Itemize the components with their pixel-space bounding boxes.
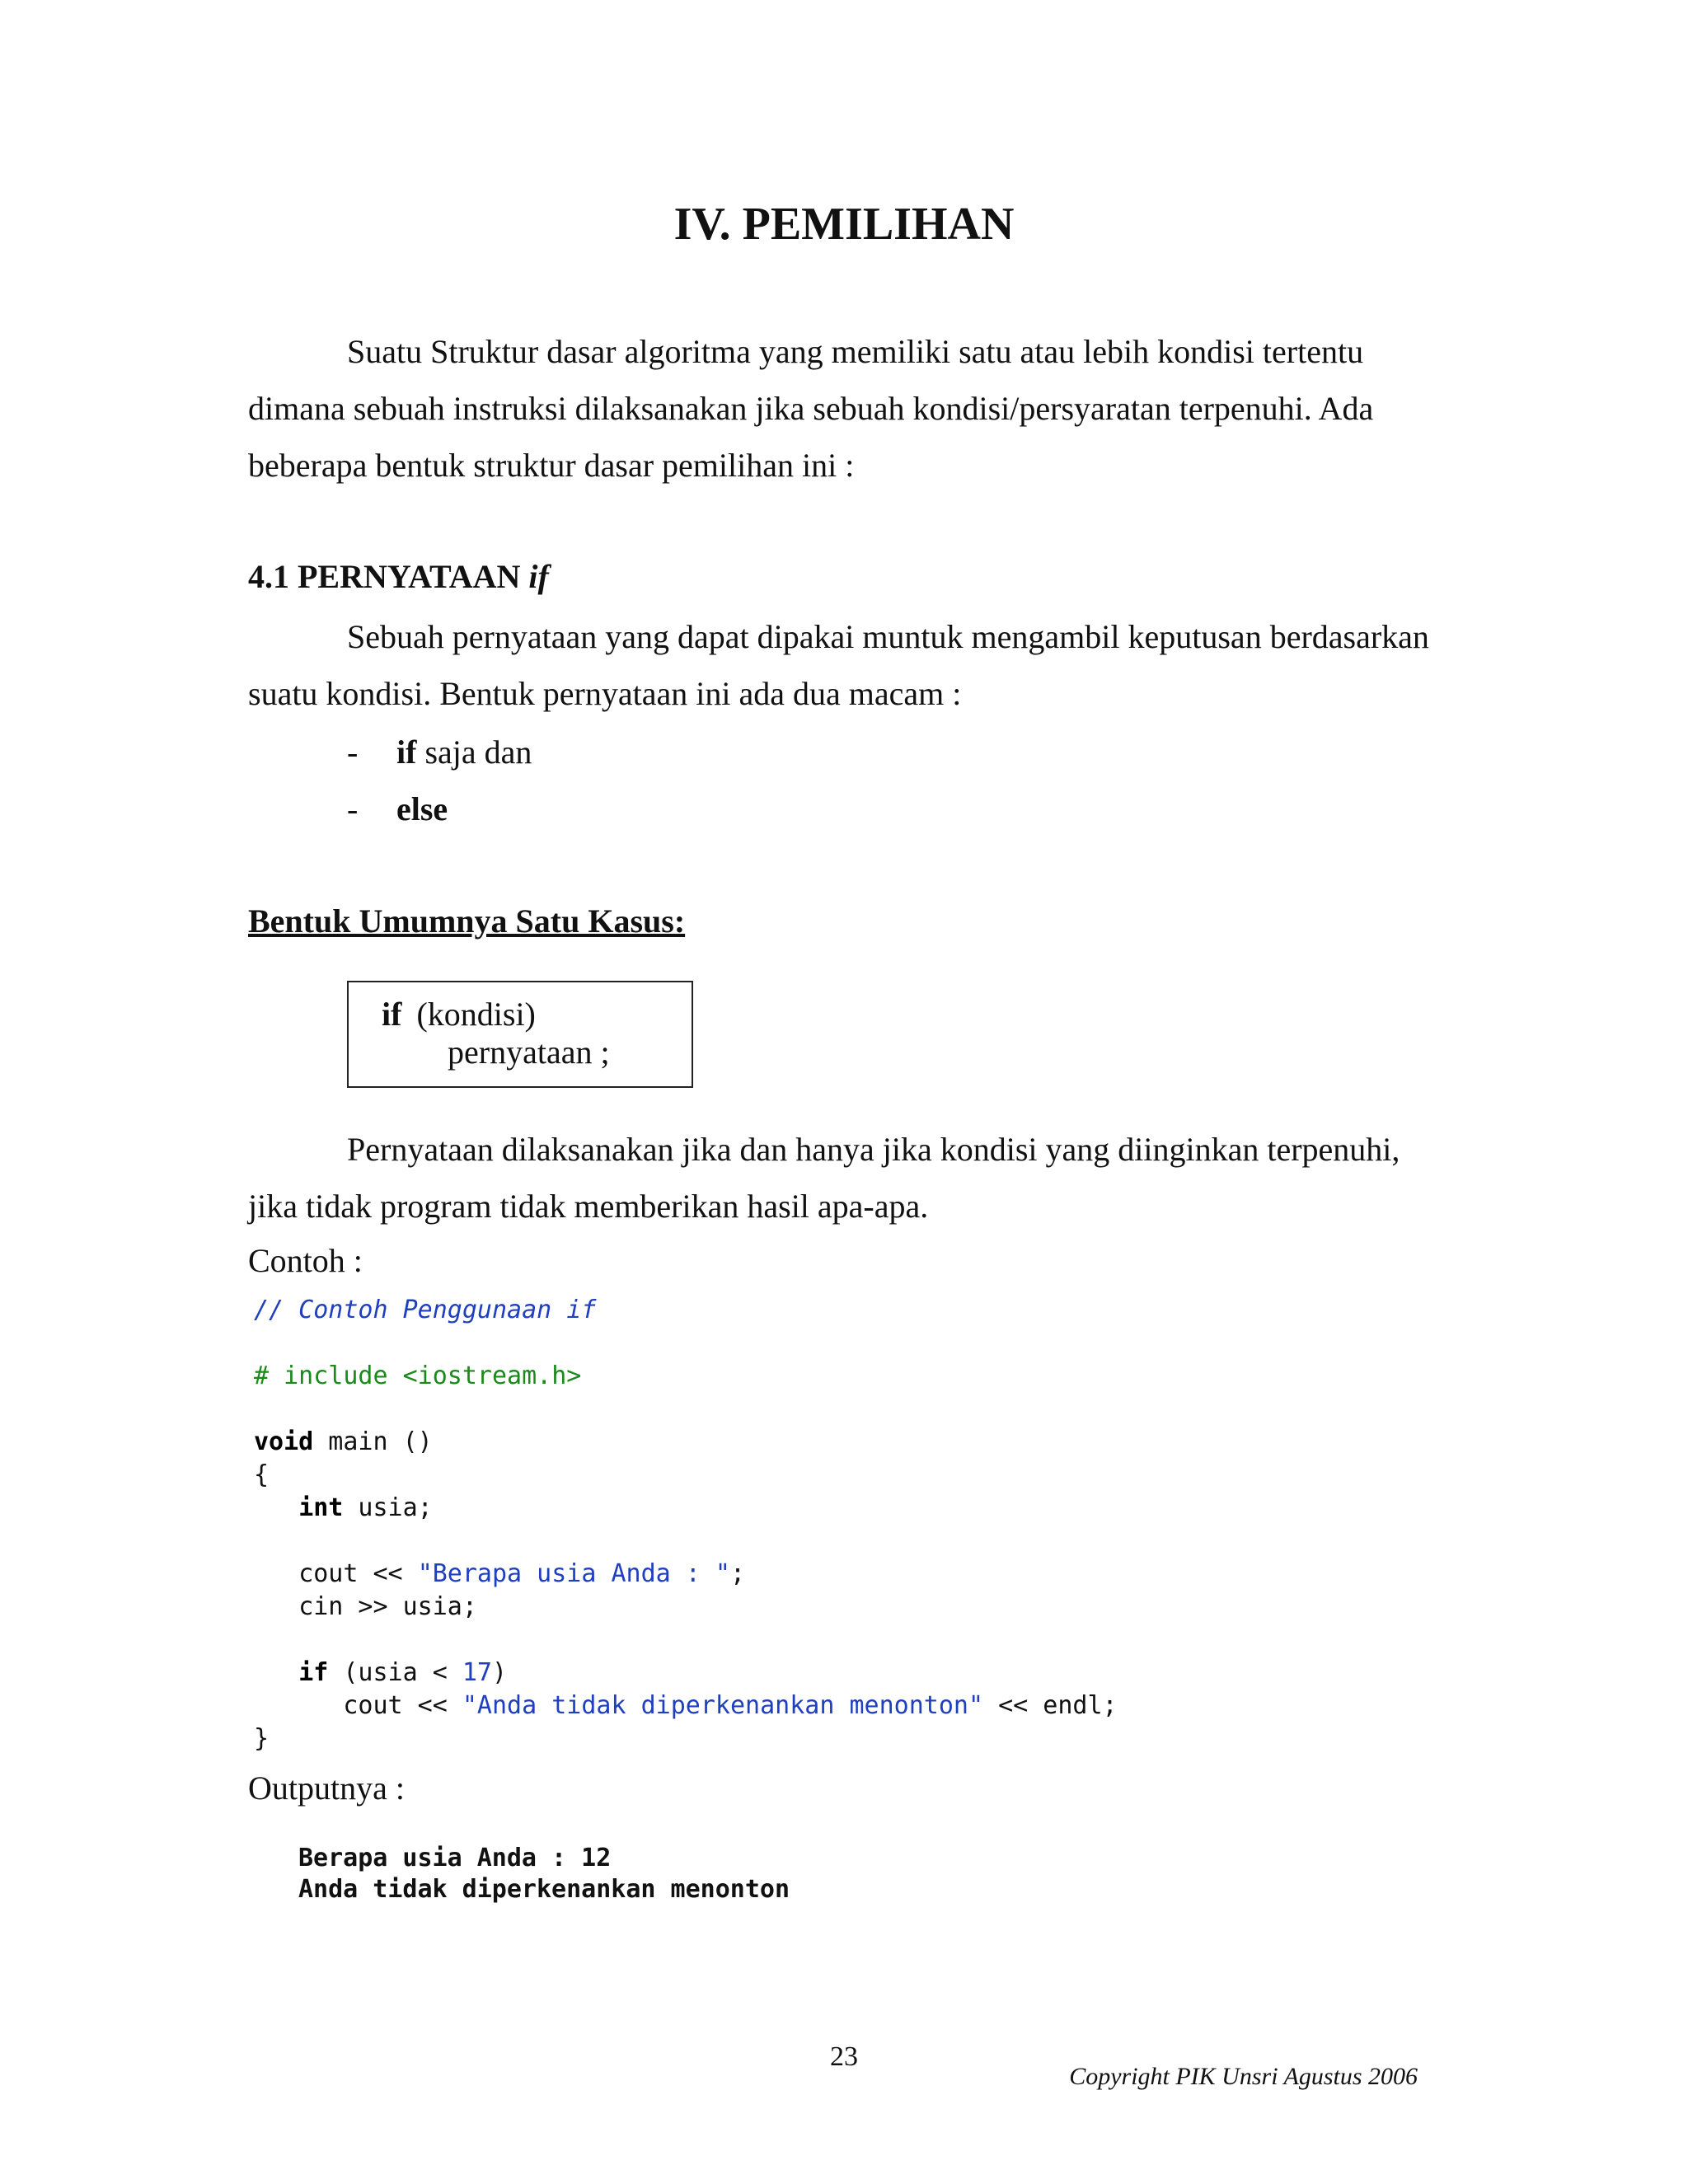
code-include: # include <iostream.h> bbox=[254, 1361, 582, 1390]
code-cout-prefix: cout << bbox=[298, 1559, 418, 1588]
code-cout2-end: << endl; bbox=[983, 1691, 1118, 1720]
intro-line-3: beberapa bentuk struktur dasar pemilihan ini : bbox=[248, 447, 855, 484]
code-int-keyword: int bbox=[298, 1493, 344, 1522]
list-item bbox=[347, 780, 532, 837]
bullet-dash: - bbox=[347, 790, 359, 827]
code-main-signature: main () bbox=[313, 1427, 433, 1456]
intro-line-1: Suatu Struktur dasar algoritma yang memiliki satu atau lebih kondisi tertentu bbox=[347, 333, 1364, 370]
bullet-dash: - bbox=[347, 733, 359, 771]
code-if-keyword: if bbox=[298, 1658, 329, 1687]
output-line-2: Anda tidak diperkenankan menonton bbox=[298, 1875, 790, 1904]
output-label: Outputnya : bbox=[248, 1769, 405, 1807]
section-paragraph bbox=[248, 608, 1440, 722]
section-heading-keyword: if bbox=[528, 558, 549, 595]
syntax-statement: pernyataan ; bbox=[448, 1033, 610, 1071]
subheading: Bentuk Umumnya Satu Kasus: bbox=[248, 902, 686, 940]
output-line-1: Berapa usia Anda : 12 bbox=[298, 1844, 612, 1872]
code-cin-line: cin >> usia; bbox=[298, 1592, 477, 1621]
program-output bbox=[298, 1843, 790, 1905]
explanation-paragraph bbox=[248, 1121, 1440, 1235]
bullet-list bbox=[347, 724, 532, 837]
contoh-label: Contoh : bbox=[248, 1242, 363, 1279]
explanation-line-2: jika tidak program tidak memberikan hasil apa-apa. bbox=[248, 1188, 929, 1225]
bullet-keyword: if bbox=[396, 733, 417, 771]
code-if-condition: (usia < bbox=[328, 1658, 462, 1687]
chapter-title: IV. PEMILIHAN bbox=[673, 199, 1015, 250]
bullet-text: saja dan bbox=[416, 733, 532, 771]
page-number: 23 bbox=[830, 2041, 858, 2072]
code-cout-string: "Berapa usia Anda : " bbox=[417, 1559, 730, 1588]
bullet-keyword: else bbox=[396, 790, 448, 827]
code-void-keyword: void bbox=[254, 1427, 314, 1456]
section-line-2: suatu kondisi. Bentuk pernyataan ini ada dua macam : bbox=[248, 675, 962, 712]
code-declaration: usia; bbox=[343, 1493, 433, 1522]
code-if-condition-end: ) bbox=[492, 1658, 508, 1687]
intro-line-2: dimana sebuah instruksi dilaksanakan jika sebuah kondisi/persyaratan terpenuhi. Ada bbox=[248, 390, 1374, 427]
syntax-box bbox=[347, 981, 693, 1088]
code-cout2-prefix: cout << bbox=[343, 1691, 462, 1720]
code-cout-end: ; bbox=[729, 1559, 746, 1588]
code-listing bbox=[254, 1294, 1118, 1755]
syntax-condition: (kondisi) bbox=[416, 996, 536, 1033]
intro-paragraph bbox=[248, 323, 1440, 494]
code-close-brace: } bbox=[254, 1724, 270, 1753]
code-comment: // Contoh Penggunaan if bbox=[254, 1296, 597, 1324]
section-heading-text: 4.1 PERNYATAAN bbox=[248, 558, 521, 595]
list-item bbox=[347, 724, 532, 780]
code-if-number: 17 bbox=[462, 1658, 492, 1687]
explanation-line-1: Pernyataan dilaksanakan jika dan hanya jika kondisi yang diinginkan terpenuhi, bbox=[347, 1131, 1400, 1168]
code-open-brace: { bbox=[254, 1460, 270, 1489]
syntax-keyword: if bbox=[382, 996, 402, 1033]
section-line-1: Sebuah pernyataan yang dapat dipakai muntuk mengambil keputusan berdasarkan bbox=[347, 618, 1429, 655]
section-heading bbox=[248, 554, 549, 600]
code-cout2-string: "Anda tidak diperkenankan menonton" bbox=[462, 1691, 984, 1720]
copyright-notice: Copyright PIK Unsri Agustus 2006 bbox=[1069, 2063, 1418, 2090]
